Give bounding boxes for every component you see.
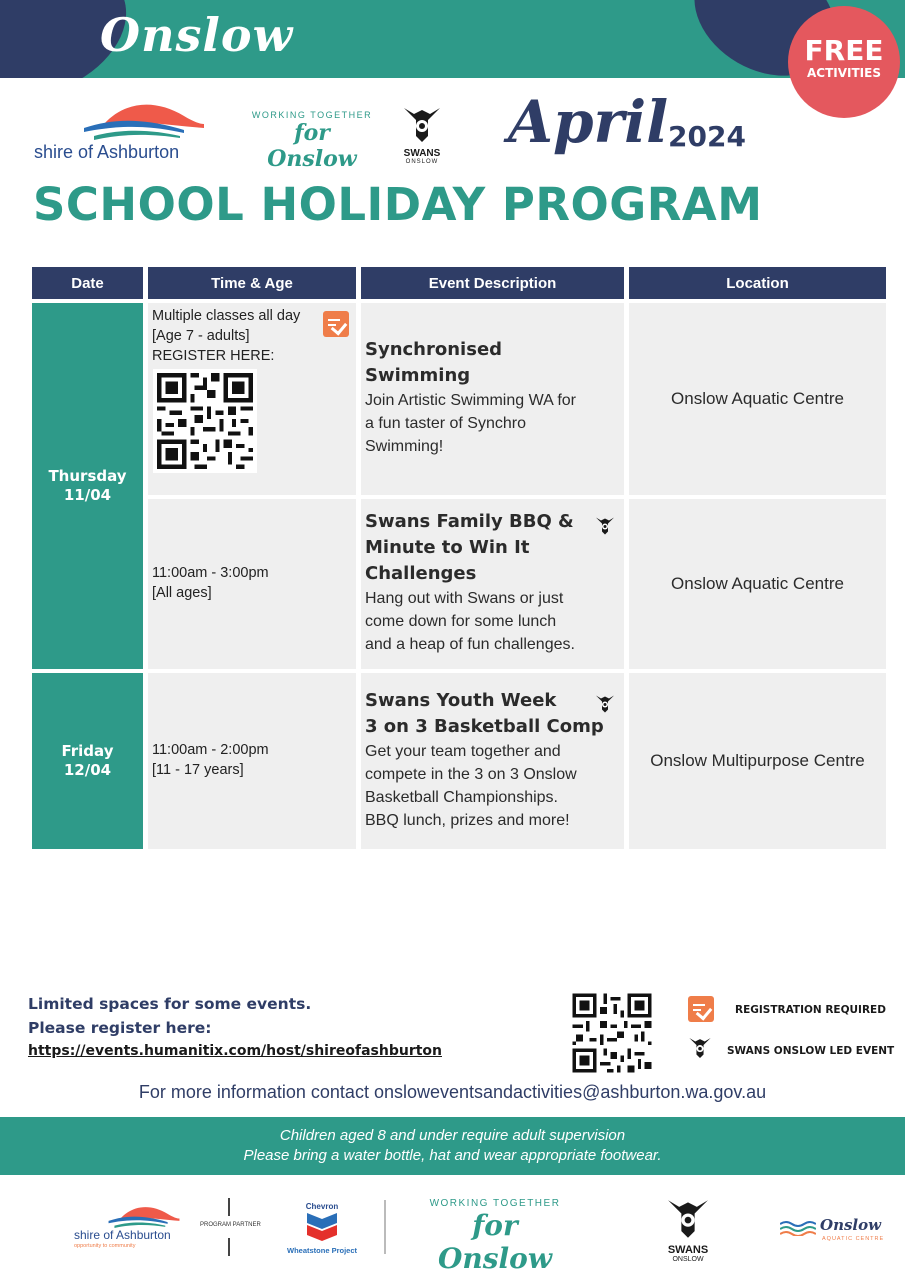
time-line: 11:00am - 2:00pm [152,742,269,758]
age-line: [11 - 17 years] [152,762,244,778]
swans-onslow-logo [397,106,447,165]
register-line: REGISTER HERE: [152,348,275,364]
program-partner-text: PROGRAM PARTNER [200,1222,261,1228]
time-line: Multiple classes all day [152,308,301,324]
day-cell-friday [32,673,143,849]
event-description: Hang out with Swans or just [365,590,564,607]
register-here-text: Please register here: [28,1019,212,1037]
sponsor-strip [0,1180,905,1280]
working-together-logo [246,110,378,172]
divider [384,1200,386,1254]
working-together-logo [420,1198,570,1275]
event-title: Swimming [365,365,471,386]
aquatic-logo-sub: AQUATIC CENTRE [822,1236,885,1242]
event-title: Swans Family BBQ & [365,511,574,532]
swans-logo-icon [594,514,616,538]
column-header-date: Date [32,267,143,299]
shire-logo-icon [104,1202,184,1228]
qr-code[interactable] [153,369,257,473]
chevron-text: Chevron [305,1202,339,1211]
badge-activities-text: ACTIVITIES [807,66,881,80]
chevron-logo [284,1202,360,1255]
age-line: [All ages] [152,585,212,601]
water-bottle-note: Please bring a water bottle, hat and wear appropriate footwear. [243,1147,662,1164]
location-cell: Onslow Aquatic Centre [629,499,886,669]
event-description: Join Artistic Swimming WA for [365,392,577,409]
aquatic-logo-text: Onslow [820,1216,882,1234]
column-header-event: Event Description [361,267,624,299]
swans-logo-icon [400,106,444,144]
event-title: Swans Youth Week [365,690,557,711]
shire-logo-icon [84,96,204,140]
supervision-note: Children aged 8 and under require adult supervision [279,1127,626,1144]
legend-swans-led-event: SWANS ONSLOW LED EVENT [727,1045,895,1057]
page-title: SCHOOL HOLIDAY PROGRAM [33,178,763,231]
day-date: 11/04 [63,486,112,504]
swans-logo-icon [594,692,616,716]
for-onslow-text: for Onslow [438,1209,552,1275]
day-name: Friday [61,742,114,760]
for-onslow-text: for Onslow [267,120,357,172]
shire-of-ashburton-logo [34,96,214,166]
legend-registration-required: REGISTRATION REQUIRED [735,1004,886,1016]
time-cell [148,499,356,669]
day-date: 12/04 [63,761,112,779]
event-title: 3 on 3 Basketball Comp [365,716,604,737]
event-description: compete in the 3 on 3 Onslow [365,766,577,783]
location-cell: Onslow Multipurpose Centre [629,673,886,849]
event-title: Challenges [365,563,477,584]
swans-onslow-logo [660,1198,716,1263]
location-cell: Onslow Aquatic Centre [629,303,886,495]
swans-sub-text: ONSLOW [405,159,439,165]
registration-required-icon [323,311,349,337]
chevron-logo-icon [305,1211,339,1241]
shire-tagline: opportunity to community [74,1243,136,1249]
free-activities-badge [788,6,900,118]
working-together-text: WORKING TOGETHER [251,110,373,120]
top-banner [0,0,905,78]
limited-spaces-text: Limited spaces for some events. [28,995,312,1013]
shire-logo-text: shire of Ashburton [74,1228,171,1242]
event-description: a fun taster of Synchro [365,415,526,432]
notice-banner [0,1117,905,1175]
event-title: Minute to Win It [365,537,530,558]
event-description: Swimming! [365,438,444,455]
event-description: Get your team together and [365,743,561,760]
event-cell [361,499,624,669]
registration-link[interactable]: https://events.humanitix.com/host/shireofashburton [28,1043,442,1059]
day-cell-thursday [32,303,143,669]
month-heading: April [508,88,669,156]
event-description: come down for some lunch [365,613,557,630]
time-cell [148,673,356,849]
working-together-text: WORKING TOGETHER [429,1198,561,1209]
event-cell [361,673,624,849]
event-title: Synchronised [365,339,503,360]
divider [228,1198,230,1216]
event-description: and a heap of fun challenges. [365,636,575,653]
swans-logo-icon [663,1198,713,1240]
swans-text: SWANS [403,148,441,159]
shire-logo-text: shire of Ashburton [34,142,180,162]
event-description: Basketball Championships. [365,789,558,806]
swans-logo-icon [687,1034,713,1062]
time-line: 11:00am - 3:00pm [152,565,269,581]
registration-required-icon [688,996,714,1022]
column-header-time: Time & Age [148,267,356,299]
column-header-location: Location [629,267,886,299]
age-line: [Age 7 - adults] [152,328,250,344]
swans-sub-text: ONSLOW [672,1256,704,1263]
event-cell [361,303,624,495]
swans-text: SWANS [667,1244,709,1256]
year-heading: 2024 [668,120,746,153]
footer-qr-code[interactable] [569,990,655,1076]
event-description: BBQ lunch, prizes and more! [365,812,570,829]
contact-text: For more information contact onsloweventsandactivities@ashburton.wa.gov.au [138,1082,767,1102]
town-title: Onslow [100,8,294,62]
divider [228,1238,230,1256]
wave-icon [780,1220,816,1236]
wheatstone-text: Wheatstone Project [286,1246,357,1255]
day-name: Thursday [48,467,127,485]
badge-free-text: FREE [804,34,884,67]
